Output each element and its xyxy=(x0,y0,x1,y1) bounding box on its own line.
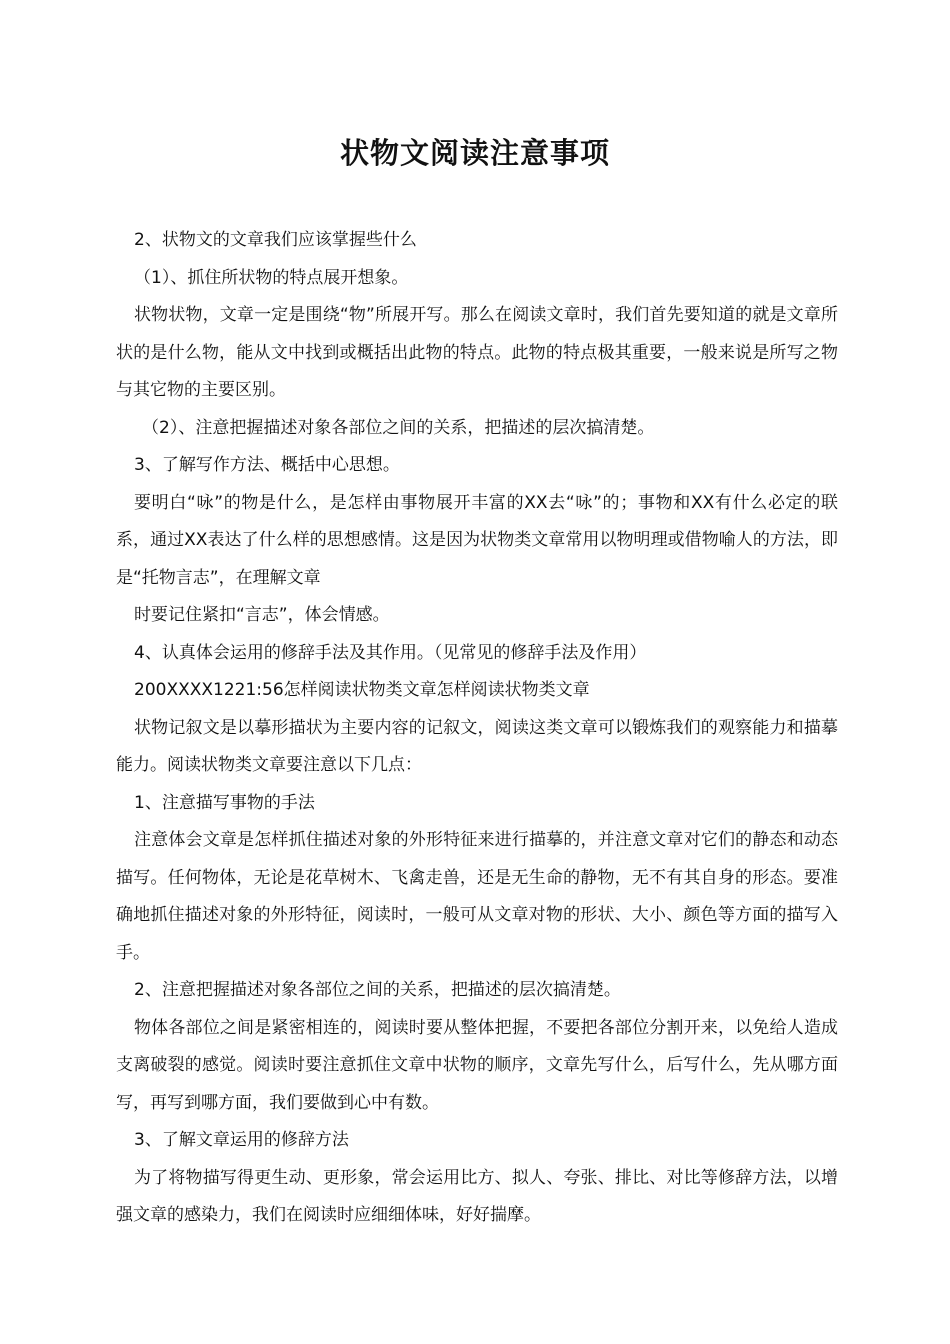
paragraph: （1）、抓住所状物的特点展开想象。 xyxy=(134,267,409,288)
paragraph: 时要记住紧扣“言志”，体会情感。 xyxy=(134,605,390,625)
paragraph: 状物状物，文章一定是围绕“物”所展开写。那么在阅读文章时，我们首先要知道的就是文章所状的是什么物，能从文中找到或概括出此物的特点。此物的特点极其重要，一般来说是所写之物与其它物的主要区别。 xyxy=(116,305,838,400)
paragraph: 1、注意描写事物的手法 xyxy=(134,792,315,813)
paragraph: 状物记叙文是以摹形描状为主要内容的记叙文，阅读这类文章可以锻炼我们的观察能力和描摹能力。阅读状物类文章要注意以下几点： xyxy=(116,717,838,775)
paragraph: （2）、注意把握描述对象各部位之间的关系，把描述的层次搞清楚。 xyxy=(142,417,655,438)
document-body xyxy=(116,222,838,1235)
paragraph: 要明白“咏”的物是什么，是怎样由事物展开丰富的XX去“咏”的；事物和XX有什么必定的联系，通过XX表达了什么样的思想感情。这是因为状物类文章常用以物明理或借物喻人的方法，即是“托物言志”，在理解文章 xyxy=(116,492,838,588)
paragraph: 物体各部位之间是紧密相连的，阅读时要从整体把握，不要把各部位分割开来，以免给人造成支离破裂的感觉。阅读时要注意抓住文章中状物的顺序，文章先写什么，后写什么，先从哪方面写，再写到哪方面，我们要做到心中有数。 xyxy=(116,1017,838,1113)
paragraph: 注意体会文章是怎样抓住描述对象的外形特征来进行描摹的，并注意文章对它们的静态和动态描写。任何物体，无论是花草树木、飞禽走兽，还是无生命的静物，无不有其自身的形态。要准确地抓住描述对象的外形特征，阅读时，一般可从文章对物的形状、大小、颜色等方面的描写入手。 xyxy=(116,830,838,963)
paragraph: 2、状物文的文章我们应该掌握些什么 xyxy=(134,230,417,250)
paragraph: 3、了解文章运用的修辞方法 xyxy=(134,1130,349,1150)
document-title: 状物文阅读注意事项 xyxy=(339,136,610,170)
paragraph: 2、注意把握描述对象各部位之间的关系，把描述的层次搞清楚。 xyxy=(134,980,621,1000)
paragraph: 4、认真体会运用的修辞手法及其作用。（见常见的修辞手法及作用） xyxy=(134,642,647,663)
paragraph: 为了将物描写得更生动、更形象，常会运用比方、拟人、夸张、排比、对比等修辞方法，以增强文章的感染力，我们在阅读时应细细体味，好好揣摩。 xyxy=(116,1167,838,1225)
paragraph: 200XXXX1221:56怎样阅读状物类文章怎样阅读状物类文章 xyxy=(134,680,590,700)
paragraph: 3、了解写作方法、概括中心思想。 xyxy=(134,455,400,475)
